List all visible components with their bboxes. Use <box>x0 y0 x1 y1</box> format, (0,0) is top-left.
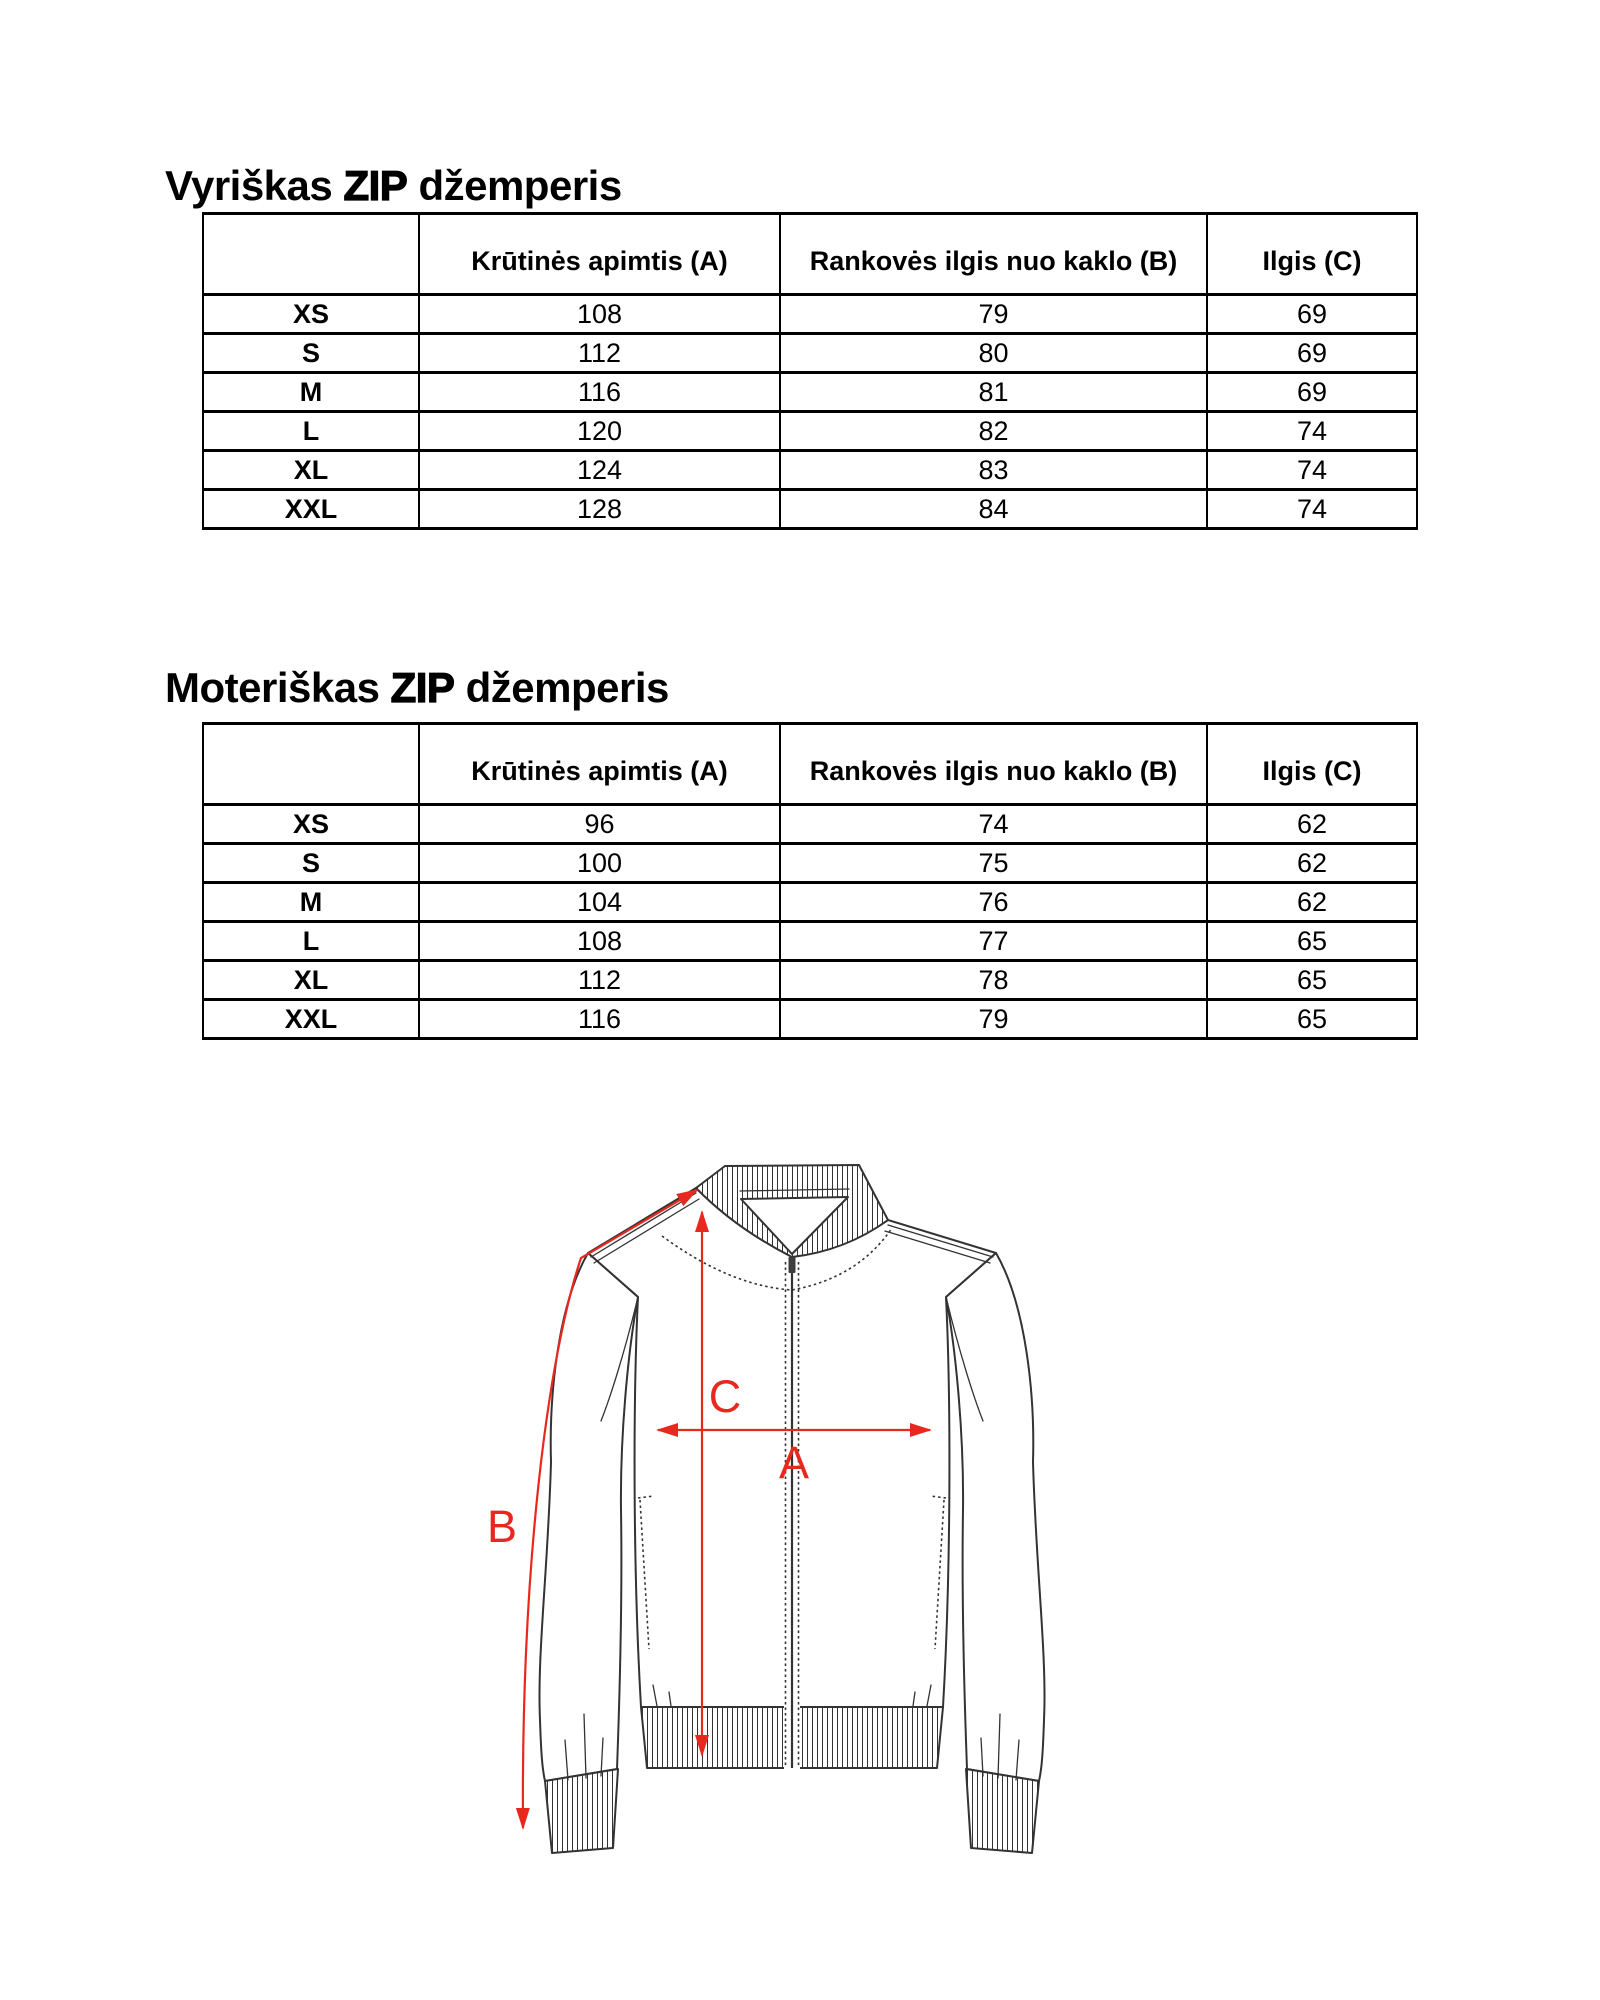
jacket-diagram <box>400 1100 1200 1900</box>
value-cell: 69 <box>1207 334 1417 373</box>
value-cell: 112 <box>419 961 780 1000</box>
right-cuff <box>966 1769 1039 1853</box>
value-cell: 84 <box>780 490 1207 529</box>
measurement-label-b: B <box>486 1501 518 1552</box>
value-cell: 128 <box>419 490 780 529</box>
column-header-sleeve: Rankovės ilgis nuo kaklo (B) <box>780 214 1207 295</box>
value-cell: 83 <box>780 451 1207 490</box>
page-title-men <box>165 163 622 209</box>
value-cell: 112 <box>419 334 780 373</box>
table-row <box>203 373 1417 412</box>
title-highlight: ZIP <box>343 162 408 209</box>
value-cell: 62 <box>1207 844 1417 883</box>
size-cell: M <box>203 373 419 412</box>
size-cell: L <box>203 922 419 961</box>
table-row <box>203 451 1417 490</box>
column-header-chest: Krūtinės apimtis (A) <box>419 214 780 295</box>
value-cell: 82 <box>780 412 1207 451</box>
value-cell: 81 <box>780 373 1207 412</box>
value-cell: 96 <box>419 805 780 844</box>
table-header <box>203 214 1417 295</box>
value-cell: 75 <box>780 844 1207 883</box>
header-row <box>203 724 1417 805</box>
value-cell: 62 <box>1207 805 1417 844</box>
table-row <box>203 883 1417 922</box>
size-table-men <box>202 212 1418 530</box>
column-header-length: Ilgis (C) <box>1207 214 1417 295</box>
table-row <box>203 844 1417 883</box>
left-sleeve <box>539 1253 638 1781</box>
table-row <box>203 961 1417 1000</box>
size-cell: M <box>203 883 419 922</box>
value-cell: 78 <box>780 961 1207 1000</box>
column-header-chest: Krūtinės apimtis (A) <box>419 724 780 805</box>
title-highlight: ZIP <box>390 664 455 711</box>
table-body <box>203 295 1417 529</box>
value-cell: 116 <box>419 373 780 412</box>
title-suffix: džemperis <box>418 162 622 209</box>
value-cell: 79 <box>780 1000 1207 1039</box>
value-cell: 77 <box>780 922 1207 961</box>
value-cell: 104 <box>419 883 780 922</box>
table-header <box>203 724 1417 805</box>
title-suffix: džemperis <box>465 664 669 711</box>
left-cuff <box>545 1769 618 1853</box>
title-prefix: Vyriškas <box>165 162 333 209</box>
value-cell: 74 <box>1207 490 1417 529</box>
column-header-size <box>203 724 419 805</box>
table-row <box>203 295 1417 334</box>
value-cell: 108 <box>419 922 780 961</box>
value-cell: 74 <box>780 805 1207 844</box>
measurement-label-c: C <box>708 1371 742 1422</box>
value-cell: 79 <box>780 295 1207 334</box>
table-row <box>203 412 1417 451</box>
value-cell: 124 <box>419 451 780 490</box>
value-cell: 65 <box>1207 1000 1417 1039</box>
page-title-women <box>165 665 669 711</box>
size-cell: S <box>203 844 419 883</box>
value-cell: 74 <box>1207 412 1417 451</box>
table-row <box>203 922 1417 961</box>
size-table-women <box>202 722 1418 1040</box>
table-row <box>203 1000 1417 1039</box>
size-cell: XS <box>203 295 419 334</box>
column-header-size <box>203 214 419 295</box>
header-row <box>203 214 1417 295</box>
size-cell: L <box>203 412 419 451</box>
value-cell: 62 <box>1207 883 1417 922</box>
value-cell: 80 <box>780 334 1207 373</box>
value-cell: 69 <box>1207 373 1417 412</box>
size-cell: S <box>203 334 419 373</box>
table-row <box>203 490 1417 529</box>
table-row <box>203 334 1417 373</box>
column-header-length: Ilgis (C) <box>1207 724 1417 805</box>
size-cell: XXL <box>203 1000 419 1039</box>
value-cell: 74 <box>1207 451 1417 490</box>
value-cell: 100 <box>419 844 780 883</box>
value-cell: 120 <box>419 412 780 451</box>
column-header-sleeve: Rankovės ilgis nuo kaklo (B) <box>780 724 1207 805</box>
value-cell: 65 <box>1207 922 1417 961</box>
value-cell: 76 <box>780 883 1207 922</box>
measurement-label-a: A <box>778 1437 810 1488</box>
table-body <box>203 805 1417 1039</box>
right-sleeve <box>946 1253 1045 1781</box>
value-cell: 108 <box>419 295 780 334</box>
value-cell: 116 <box>419 1000 780 1039</box>
title-prefix: Moteriškas <box>165 664 380 711</box>
value-cell: 65 <box>1207 961 1417 1000</box>
size-cell: XL <box>203 451 419 490</box>
size-cell: XXL <box>203 490 419 529</box>
value-cell: 69 <box>1207 295 1417 334</box>
size-cell: XL <box>203 961 419 1000</box>
zipper-slider <box>789 1257 796 1273</box>
table-row <box>203 805 1417 844</box>
size-cell: XS <box>203 805 419 844</box>
